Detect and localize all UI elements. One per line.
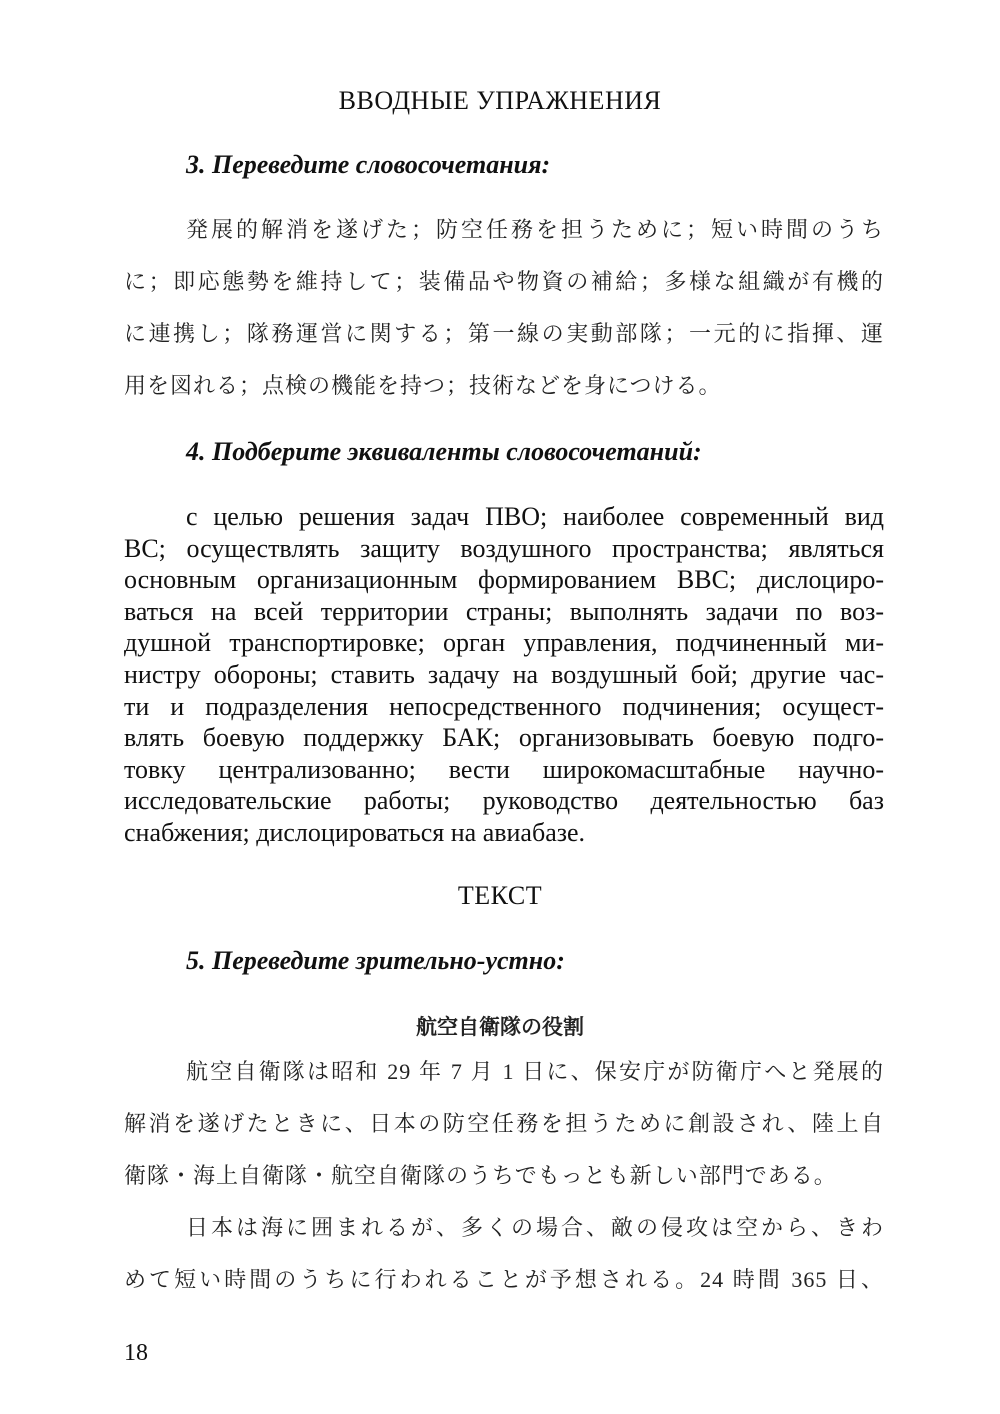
task-4-line: с целью решения задач ПВО; наиболее современный вид bbox=[186, 502, 884, 531]
text-line: めて短い時間のうちに行われることが予想される。24 時間 365 日、 bbox=[124, 1267, 884, 1292]
task-4-line: ти и подразделения непосредственного подчинения; осущест- bbox=[124, 691, 884, 721]
task-4-line: ваться на всей территории страны; выполнять задачи по воз- bbox=[124, 596, 884, 626]
page-number: 18 bbox=[124, 1340, 148, 1366]
task-3-title: 3. Переведите словосочетания: bbox=[186, 150, 551, 179]
text-line: 解消を遂げたときに、日本の防空任務を担うために創設され、陸上自 bbox=[124, 1111, 884, 1136]
text-line: 日本は海に囲まれるが、多くの場合、敵の侵攻は空から、きわ bbox=[186, 1215, 884, 1240]
japanese-text-body bbox=[124, 1046, 884, 1306]
task-4-line: влять боевую поддержку БАК; организовывать боевую подго- bbox=[124, 723, 884, 753]
task-4-line: исследовательские работы; руководство деятельностью баз bbox=[124, 786, 884, 816]
task-3-line: に；即応態勢を維持して；装備品や物資の補給；多様な組織が有機的 bbox=[124, 269, 884, 294]
section-title-text: ТЕКСТ bbox=[457, 881, 543, 910]
task-4-line: товку централизованно; вести широкомасштабные научно- bbox=[124, 754, 884, 784]
task-4-phrases bbox=[124, 501, 884, 849]
task-4-line: душной транспортировке; орган управления, подчиненный ми- bbox=[124, 628, 884, 658]
task-3-line: 用を図れる；点検の機能を持つ；技術などを身につける。 bbox=[124, 373, 722, 398]
task-3-phrases bbox=[124, 204, 884, 412]
task-4-line: ВС; осуществлять защиту воздушного пространства; являться bbox=[124, 533, 884, 563]
text-line: 衛隊・海上自衛隊・航空自衛隊のうちでもっとも新しい部門である。 bbox=[124, 1163, 837, 1188]
task-3-line: に連携し；隊務運営に関する；第一線の実動部隊；一元的に指揮、運 bbox=[124, 321, 884, 346]
task-3-line: 発展的解消を遂げた；防空任務を担うために；短い時間のうち bbox=[186, 217, 884, 242]
task-4-line: нистру обороны; ставить задачу на воздушный бой; другие час- bbox=[124, 659, 884, 689]
task-4-title: 4. Подберите эквиваленты словосочетаний: bbox=[186, 437, 702, 466]
task-4-line: основным организационным формированием ВВС; дислоциро- bbox=[124, 565, 884, 595]
section-title-intro-exercises: ВВОДНЫЕ УПРАЖНЕНИЯ bbox=[338, 86, 662, 115]
text-line: 航空自衛隊は昭和 29 年 7 月 1 日に、保安庁が防衛庁へと発展的 bbox=[186, 1059, 884, 1084]
japanese-text-heading: 航空自衛隊の役割 bbox=[416, 1015, 584, 1039]
task-5-title: 5. Переведите зрительно-устно: bbox=[186, 946, 565, 975]
task-4-line: снабжения; дислоцироваться на авиабазе. bbox=[124, 817, 586, 847]
